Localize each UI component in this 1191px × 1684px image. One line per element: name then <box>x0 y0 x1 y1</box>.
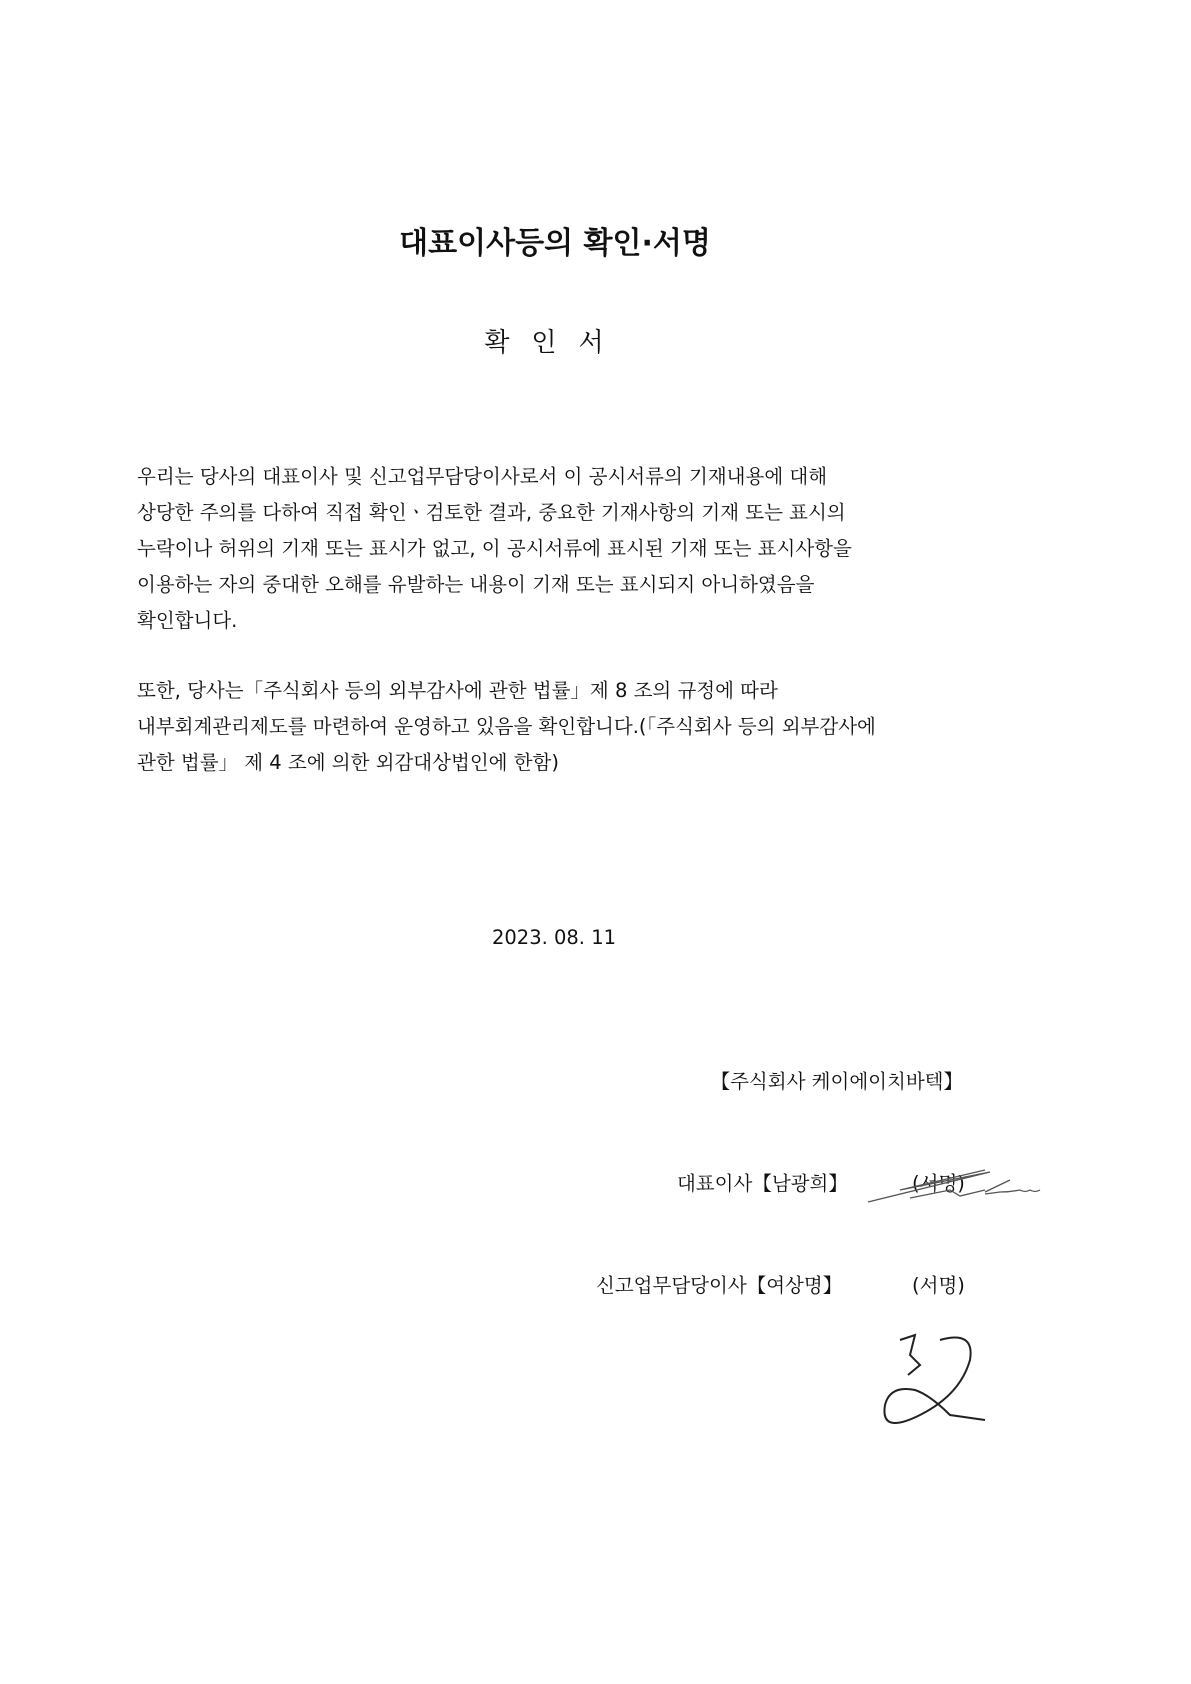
document-title: 대표이사등의 확인·서명 <box>399 226 711 261</box>
paragraph-line: 누락이나 허위의 기재 또는 표시가 없고, 이 공시서류에 표시된 기재 또는 표시사항을 <box>137 537 852 560</box>
ceo-signature-line: 대표이사【남광희】 <box>677 1172 848 1195</box>
paragraph-line: 우리는 당사의 대표이사 및 신고업무담당이사로서 이 공시서류의 기재내용에 대해 <box>137 465 828 488</box>
officer-sign-label: (서명) <box>912 1274 965 1297</box>
paragraph-line: 내부회계관리제도를 마련하여 운영하고 있음을 확인합니다.(「주식회사 등의 외부감사에 <box>137 715 876 738</box>
paragraph-line: 또한, 당사는「주식회사 등의 외부감사에 관한 법률」제 8 조의 규정에 따라 <box>137 679 778 702</box>
document-subtitle: 확인서 <box>484 328 626 358</box>
paragraph-line: 이용하는 자의 중대한 오해를 유발하는 내용이 기재 또는 표시되지 아니하였음을 <box>137 573 815 596</box>
confirmation-paragraph <box>137 459 977 639</box>
company-name: 【주식회사 케이에이치바텍】 <box>710 1070 963 1093</box>
ceo-handwritten-signature <box>880 1160 1050 1200</box>
document-date: 2023. 08. 11 <box>491 926 617 949</box>
paragraph-line: 상당한 주의를 다하여 직접 확인ㆍ검토한 결과, 중요한 기재사항의 기재 또는 표시의 <box>137 501 846 524</box>
paragraph-line: 관한 법률」 제 4 조에 의한 외감대상법인에 한함) <box>137 751 559 774</box>
internal-control-paragraph <box>137 673 977 781</box>
officer-handwritten-signature <box>880 1335 1000 1435</box>
paragraph-line: 확인합니다. <box>137 609 238 632</box>
ceo-sign-label: (서명) <box>912 1172 965 1195</box>
reporting-officer-signature-line: 신고업무담당이사【여상명】 <box>596 1274 843 1297</box>
